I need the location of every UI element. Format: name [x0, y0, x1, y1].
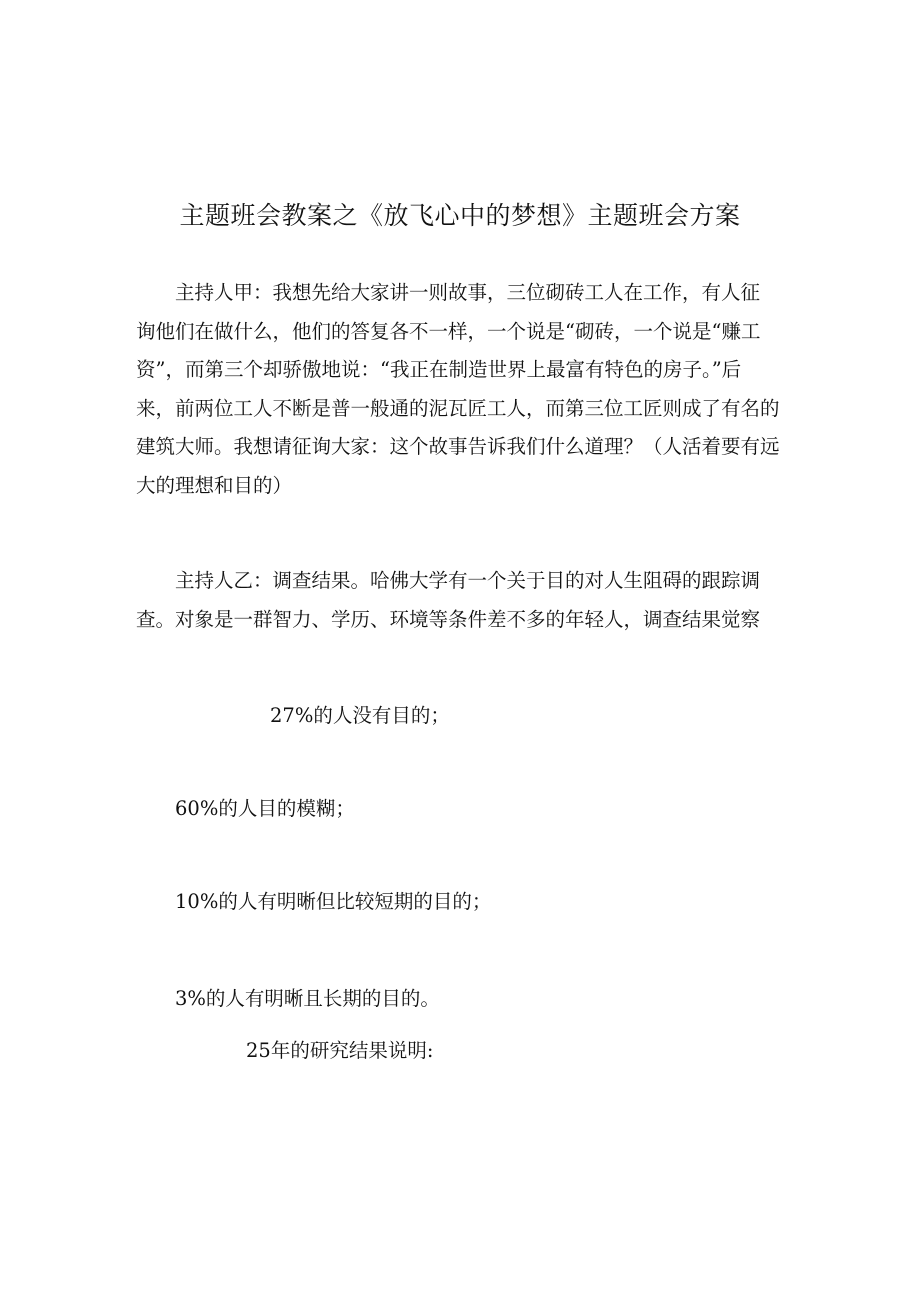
paragraph-host-a	[136, 274, 786, 505]
research-result-heading: 25年的研究结果说明:	[246, 1039, 434, 1062]
document-title: 主题班会教案之《放飞心中的梦想》主题班会方案	[179, 201, 741, 230]
paragraph-line: 建筑大师。我想请征询大家：这个故事告诉我们什么道理？（人活着要有远	[136, 435, 780, 458]
stat-no-goal: 27%的人没有目的；	[270, 704, 450, 727]
paragraph-line: 查。对象是一群智力、学历、环境等条件差不多的年轻人，调查结果觉察	[136, 607, 761, 631]
paragraph-host-b	[136, 562, 786, 639]
stat-long-term-goal: 3%的人有明晰且长期的目的。	[175, 987, 440, 1010]
paragraph-line: 来，前两位工人不断是普一般通的泥瓦匠工人，而第三位工匠则成了有名的	[136, 396, 780, 420]
paragraph-line: 大的理想和目的）	[136, 473, 293, 497]
stat-vague-goal: 60%的人目的模糊；	[175, 797, 355, 820]
paragraph-line: 主持人甲：我想先给大家讲一则故事，三位砌砖工人在工作，有人征	[175, 281, 761, 304]
paragraph-line: 询他们在做什么，他们的答复各不一样，一个说是“砌砖，一个说是“赚工	[136, 319, 761, 343]
paragraph-line: 资”，而第三个却骄傲地说：“我正在制造世界上最富有特色的房子。”后	[136, 358, 742, 381]
paragraph-line: 主持人乙：调查结果。哈佛大学有一个关于目的对人生阻碍的跟踪调	[175, 569, 761, 592]
stat-short-term-goal: 10%的人有明晰但比较短期的目的；	[175, 890, 492, 913]
